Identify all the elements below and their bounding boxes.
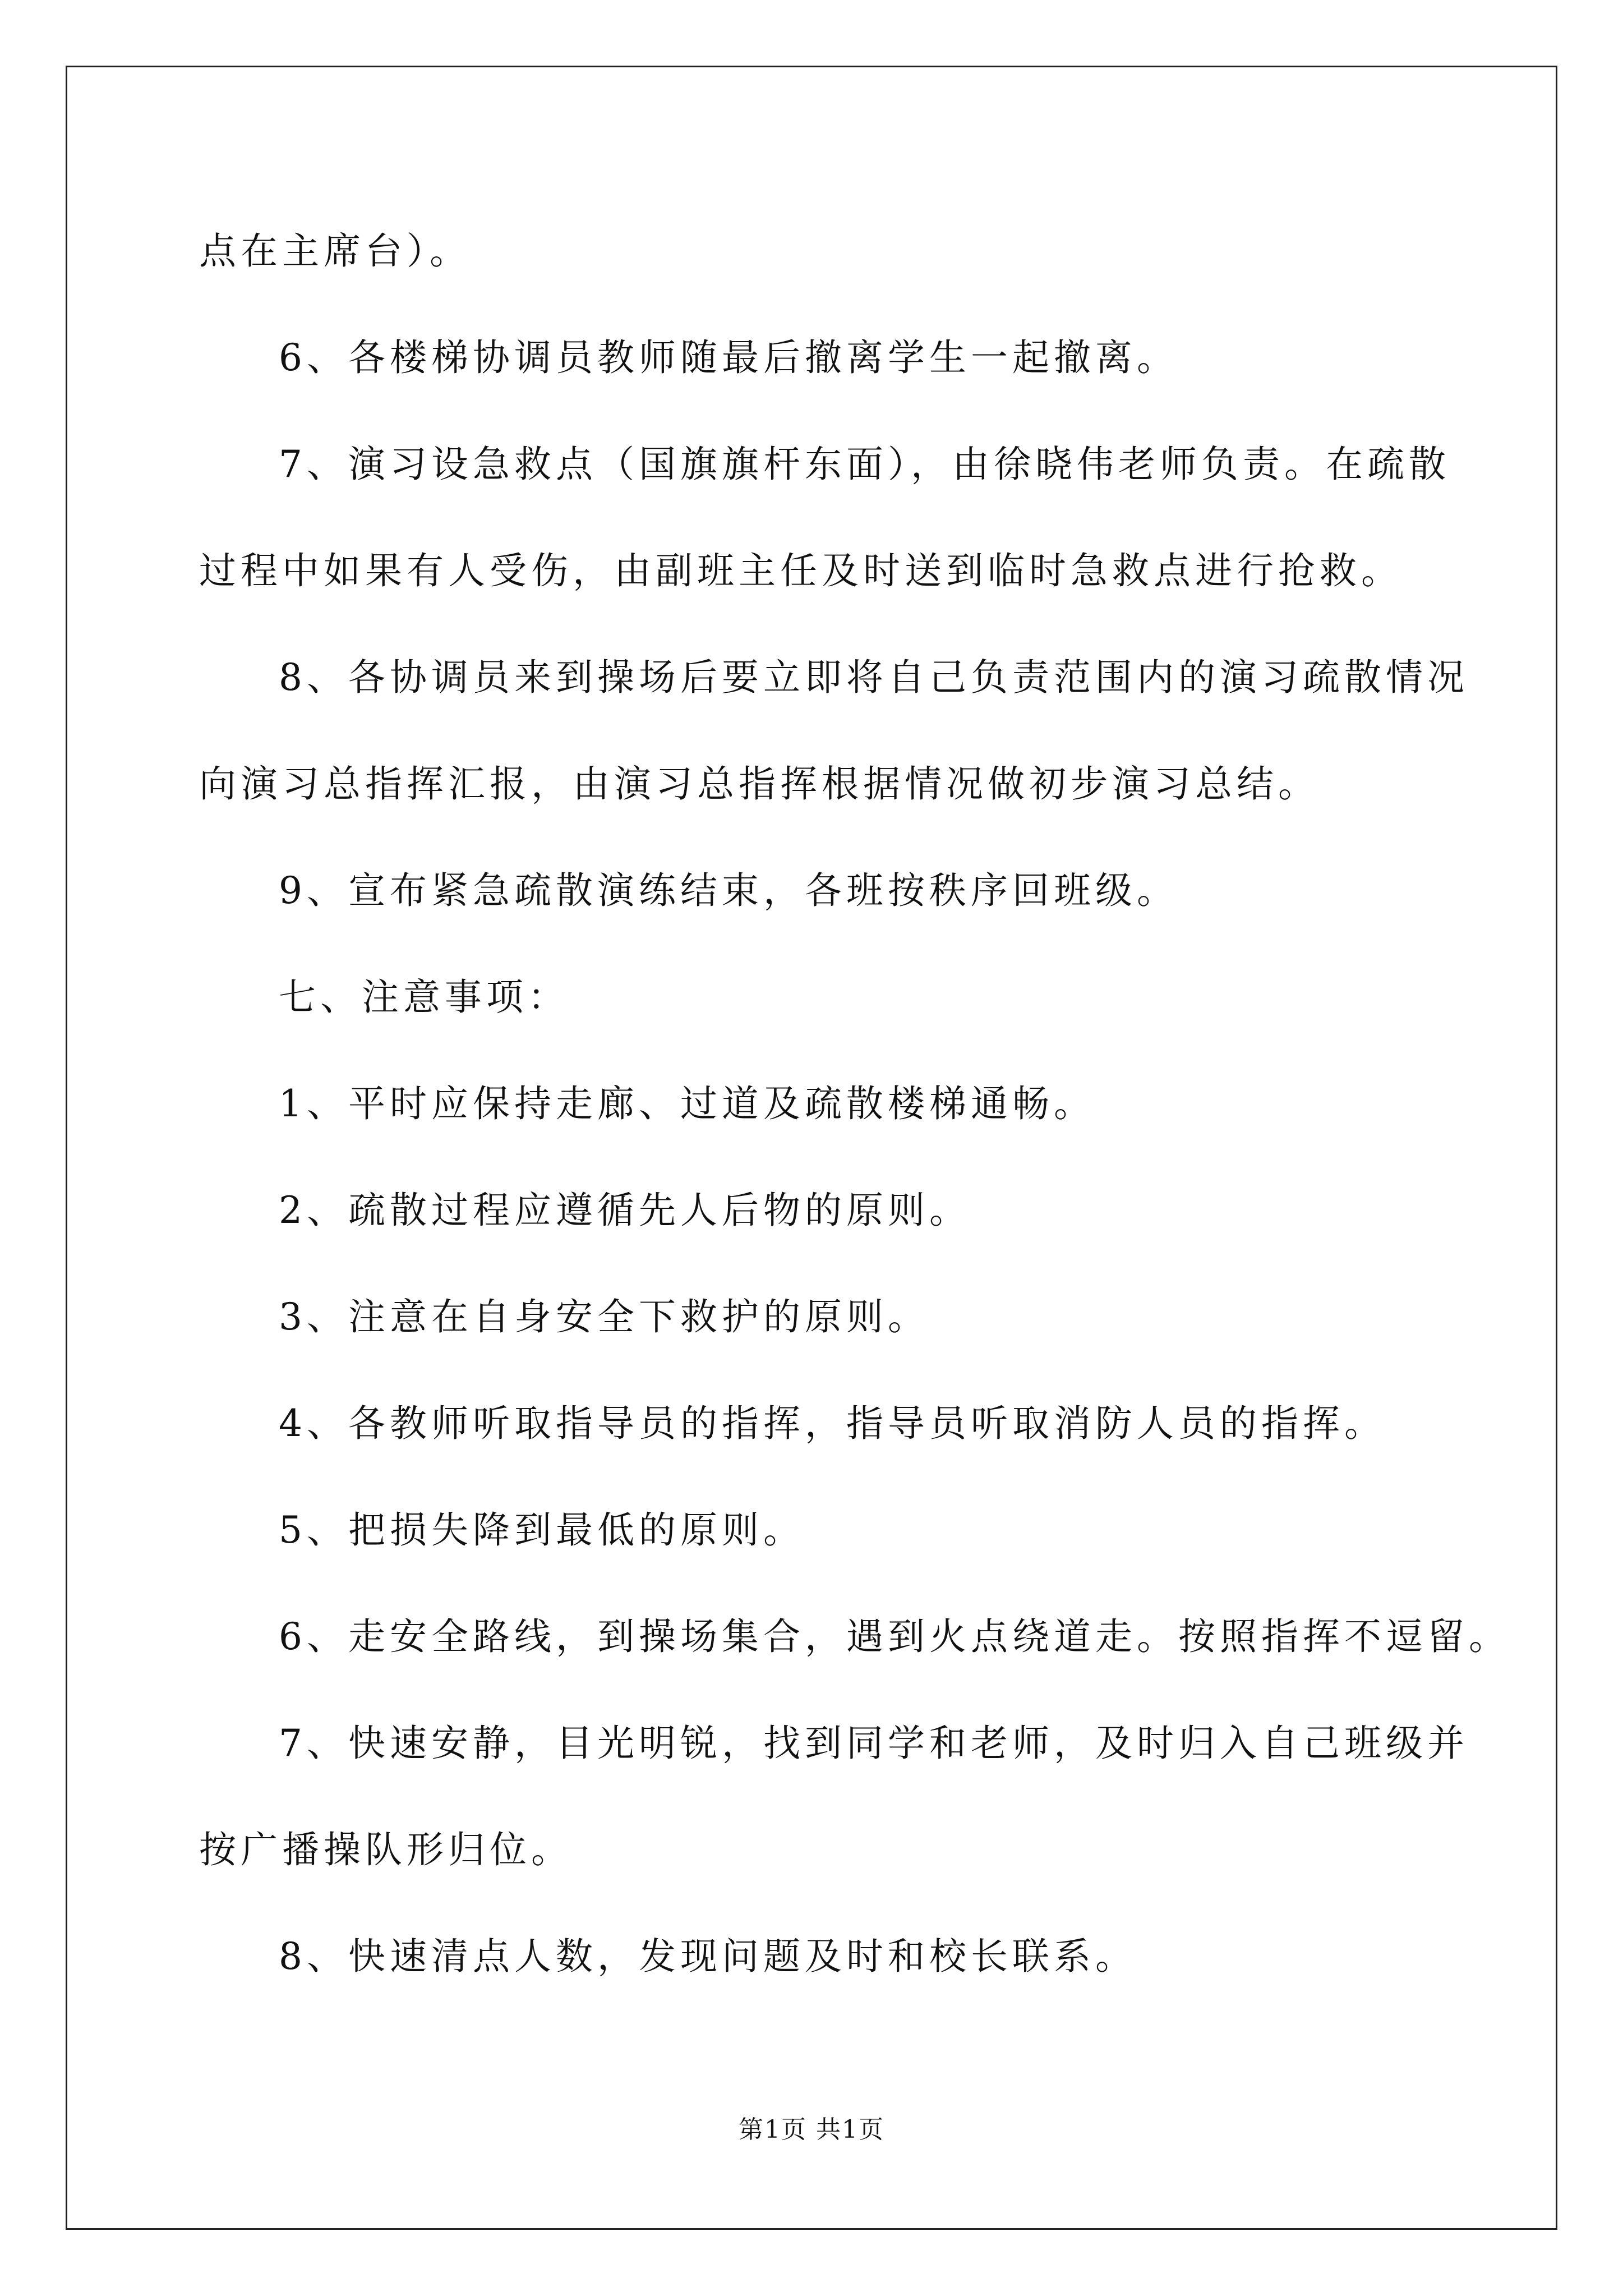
text-line: 7、演习设急救点（国旗旗杆东面），由徐晓伟老师负责。在疏散 bbox=[279, 443, 1450, 486]
section-heading: 七、注意事项： bbox=[279, 976, 569, 1019]
text-line: 8、各协调员来到操场后要立即将自己负责范围内的演习疏散情况 bbox=[279, 656, 1469, 699]
text-line: 点在主席台）。 bbox=[199, 229, 471, 273]
text-line: 8、快速清点人数，发现问题及时和校长联系。 bbox=[279, 1935, 1137, 1978]
text-line: 7、快速安静，目光明锐，找到同学和老师，及时归入自己班级并 bbox=[279, 1722, 1469, 1765]
document-body bbox=[199, 0, 1510, 2019]
text-line: 按广播操队形归位。 bbox=[199, 1828, 573, 1871]
page-footer: 第1页 共1页 bbox=[739, 2115, 884, 2144]
text-line: 过程中如果有人受伤，由副班主任及时送到临时急救点进行抢救。 bbox=[199, 549, 1403, 592]
text-line: 6、各楼梯协调员教师随最后撤离学生一起撤离。 bbox=[279, 336, 1178, 379]
text-line: 5、把损失降到最低的原则。 bbox=[279, 1508, 805, 1552]
text-line: 9、宣布紧急疏散演练结束，各班按秩序回班级。 bbox=[279, 869, 1178, 912]
text-line: 2、疏散过程应遵循先人后物的原则。 bbox=[279, 1189, 971, 1232]
text-line: 3、注意在自身安全下救护的原则。 bbox=[279, 1295, 929, 1338]
text-line: 1、平时应保持走廊、过道及疏散楼梯通畅。 bbox=[279, 1082, 1095, 1125]
text-line: 向演习总指挥汇报，由演习总指挥根据情况做初步演习总结。 bbox=[199, 762, 1320, 806]
text-line: 6、走安全路线，到操场集合，遇到火点绕道走。按照指挥不逗留。 bbox=[279, 1615, 1510, 1658]
text-line: 4、各教师听取指导员的指挥，指导员听取消防人员的指挥。 bbox=[279, 1402, 1386, 1445]
